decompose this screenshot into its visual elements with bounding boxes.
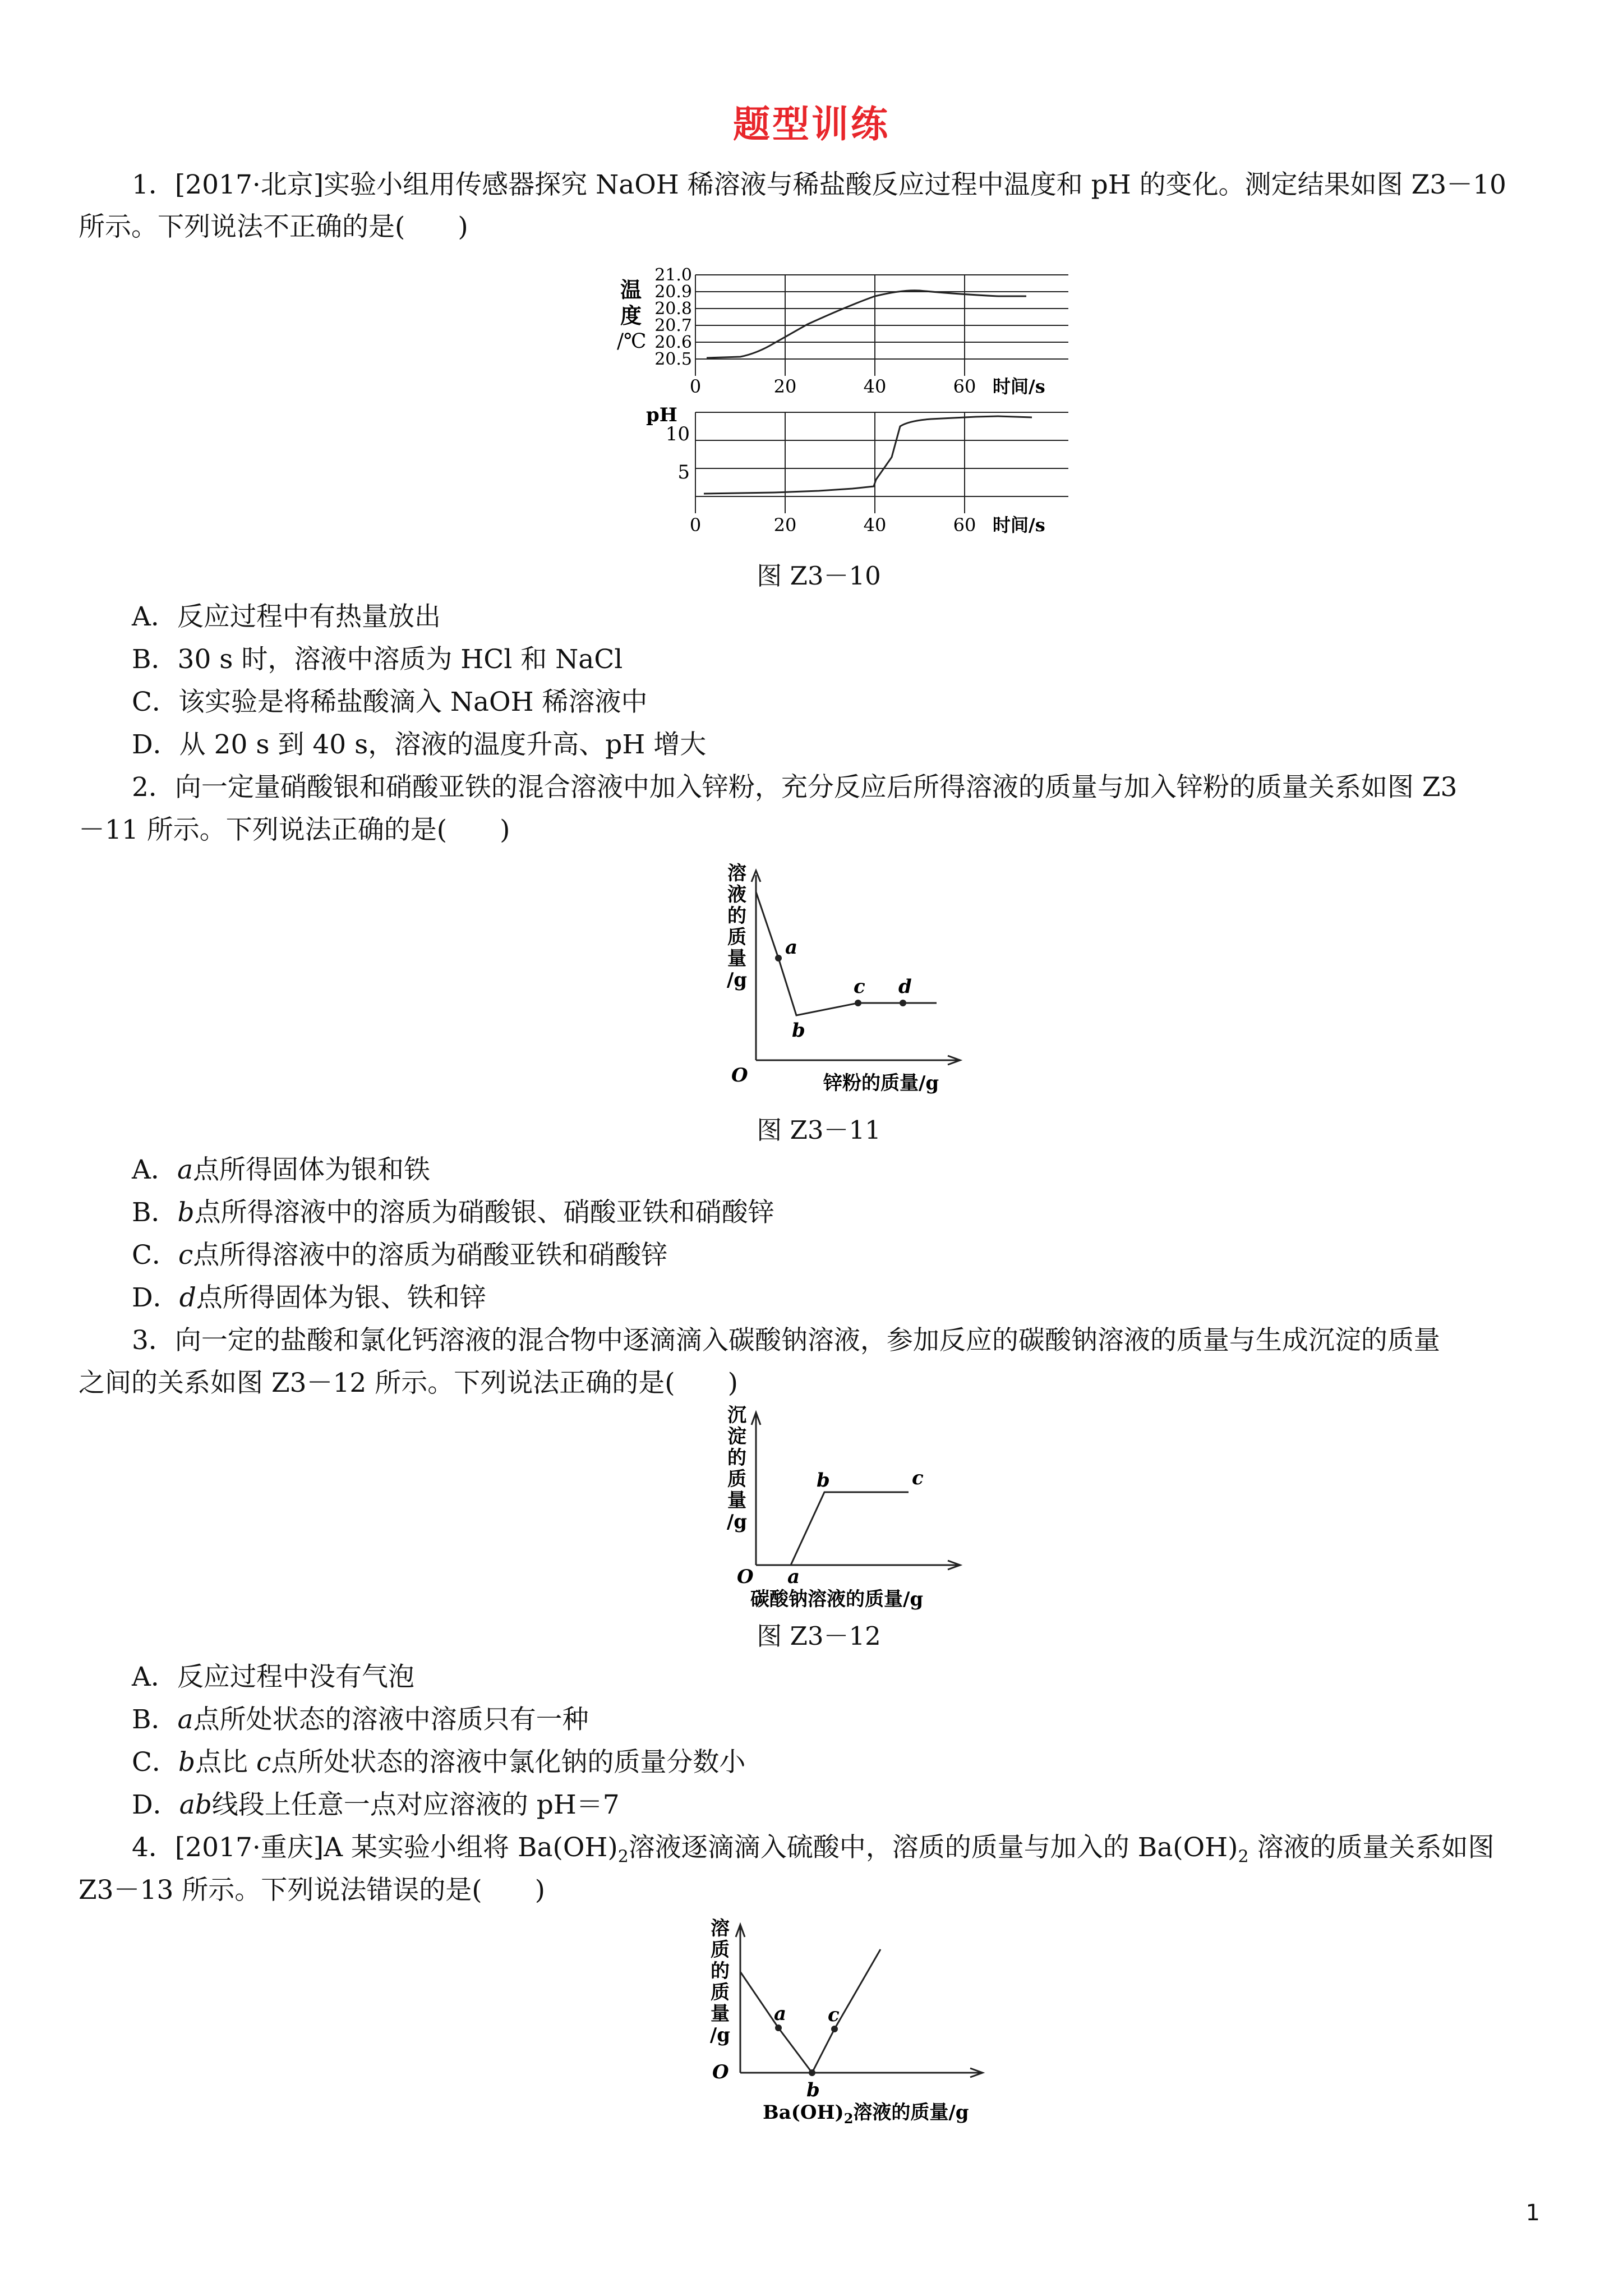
temp-ylabel-2: 度: [620, 303, 642, 328]
q3-xlabel: 碳酸钠溶液的质量/g: [750, 1588, 924, 1611]
q1-caption: 图 Z3－10: [757, 561, 881, 591]
q4-stem-line2: Z3－13 所示。下列说法错误的是( ): [79, 1875, 545, 1906]
temp-ytick: 20.9: [654, 282, 692, 302]
q4-ylabel: 质: [711, 1939, 730, 1961]
q3-option-d: D．ab线段上任意一点对应溶液的 pH＝7: [132, 1789, 620, 1820]
ph-xtick: 40: [863, 514, 887, 536]
q1-option-d: D．从 20 s 到 40 s，溶液的温度升高、pH 增大: [132, 729, 707, 760]
q2-stem-line2: －11 所示。下列说法正确的是( ): [79, 815, 510, 845]
q1-option-c: C．该实验是将稀盐酸滴入 NaOH 稀溶液中: [132, 687, 648, 717]
temp-ytick: 21.0: [654, 265, 692, 285]
q3-ylabel: 淀: [727, 1425, 746, 1448]
q2-ylabel: /g: [726, 969, 748, 991]
temp-xtick: 60: [953, 376, 976, 397]
q1-option-b: B．30 s 时，溶液中溶质为 HCl 和 NaCl: [132, 644, 623, 675]
temp-ylabel-1: 温: [620, 277, 642, 302]
q3-option-a: A．反应过程中没有气泡: [132, 1662, 414, 1692]
q2-chart: [712, 858, 981, 1099]
q3-ylabel: 量: [727, 1489, 746, 1512]
ph-xtick: 60: [953, 514, 976, 536]
q2-option-a: A．a点所得固体为银和铁: [132, 1154, 430, 1185]
q3-ylabel: 质: [727, 1468, 746, 1490]
temp-xtick: 0: [689, 376, 702, 397]
q4-chart: [690, 1916, 1004, 2129]
ph-xtick: 20: [773, 514, 797, 536]
q4-xlabel: $Ba(OH)_2$溶液的质量/g: [763, 2101, 969, 2127]
q3-option-b: B．a点所处状态的溶液中溶质只有一种: [132, 1704, 589, 1735]
q2-point-c: c: [854, 976, 865, 998]
q1-ph-chart: [606, 401, 1077, 539]
q3-chart: [712, 1402, 993, 1616]
q1-temperature-chart: [606, 264, 1077, 398]
temp-ylabel-3: /℃: [617, 330, 647, 353]
q3-origin: O: [737, 1566, 754, 1588]
q4-point-a: a: [774, 2003, 787, 2025]
q2-point-b: b: [792, 1019, 805, 1042]
q1-option-a: A．反应过程中有热量放出: [132, 601, 441, 632]
q3-point-c: c: [912, 1467, 924, 1489]
q3-ylabel: 的: [727, 1447, 746, 1469]
q2-option-b: B．b点所得溶液中的溶质为硝酸银、硝酸亚铁和硝酸锌: [132, 1197, 774, 1228]
q2-option-d: D．d点所得固体为银、铁和锌: [132, 1282, 486, 1313]
ph-ytick: 10: [665, 423, 690, 445]
q2-ylabel: 量: [727, 947, 746, 970]
q2-ylabel: 液: [727, 884, 746, 906]
temp-xtick: 20: [773, 376, 797, 397]
q3-caption: 图 Z3－12: [757, 1621, 881, 1651]
q2-ylabel: 的: [727, 905, 746, 927]
q4-ylabel: 量: [711, 2003, 730, 2025]
ph-ytick: 5: [677, 461, 690, 484]
page-number: 1: [1525, 2200, 1540, 2226]
q3-stem-line1: 3．向一定的盐酸和氯化钙溶液的混合物中逐滴滴入碳酸钠溶液，参加反应的碳酸钠溶液的质量与生成沉淀的质量: [132, 1325, 1440, 1356]
q2-stem-line1: 2．向一定量硝酸银和硝酸亚铁的混合溶液中加入锌粉，充分反应后所得溶液的质量与加入锌粉的质量关系如图 Z3: [132, 772, 1458, 803]
q3-option-c: C．b点比 c点所处状态的溶液中氯化钠的质量分数小: [132, 1747, 746, 1778]
q4-ylabel: /g: [709, 2024, 731, 2046]
q3-stem-line2: 之间的关系如图 Z3－12 所示。下列说法正确的是( ): [79, 1368, 738, 1398]
q4-origin: O: [712, 2061, 729, 2083]
ph-xtick: 0: [689, 514, 702, 536]
temp-ytick: 20.7: [654, 316, 692, 335]
q2-point-d: d: [898, 976, 912, 998]
q2-caption: 图 Z3－11: [757, 1115, 881, 1145]
temp-xlabel: 时间/s: [993, 376, 1045, 397]
q2-point-a: a: [785, 936, 798, 959]
temp-ytick: 20.6: [654, 333, 692, 352]
q3-point-b: b: [817, 1469, 830, 1492]
q2-origin: O: [731, 1064, 748, 1087]
q4-point-c: c: [828, 2004, 840, 2026]
temp-ytick: 20.8: [654, 299, 692, 319]
q4-ylabel: 的: [711, 1960, 730, 1982]
q3-ylabel: 沉: [727, 1404, 746, 1427]
q1-stem-line1: 1．[2017·北京]实验小组用传感器探究 NaOH 稀溶液与稀盐酸反应过程中温度和 pH 的变化。测定结果如图 Z3－10: [132, 169, 1506, 200]
q3-ylabel: /g: [726, 1511, 748, 1533]
q3-point-a: a: [787, 1566, 800, 1588]
q4-point-b: b: [806, 2079, 820, 2101]
q2-xlabel: 锌粉的质量/g: [823, 1072, 939, 1094]
ph-ylabel: pH: [646, 404, 677, 426]
ph-xlabel: 时间/s: [993, 514, 1045, 536]
page-title: 题型训练: [733, 102, 890, 146]
q4-ylabel: 溶: [711, 1917, 730, 1940]
q2-ylabel: 溶: [727, 862, 746, 885]
q4-stem-line1: 4．[2017·重庆]A 某实验小组将 $Ba(OH)_2$溶液逐滴滴入硫酸中，溶质的质量与加入的 $Ba(OH)_2$ 溶液的质量关系如图: [132, 1832, 1495, 1867]
q2-ylabel: 质: [727, 926, 746, 949]
q4-ylabel: 质: [711, 1981, 730, 2004]
temp-xtick: 40: [863, 376, 887, 397]
q1-stem-line2: 所示。下列说法不正确的是( ): [79, 211, 468, 242]
q2-option-c: C．c点所得溶液中的溶质为硝酸亚铁和硝酸锌: [132, 1240, 668, 1271]
temp-ytick: 20.5: [654, 349, 692, 369]
